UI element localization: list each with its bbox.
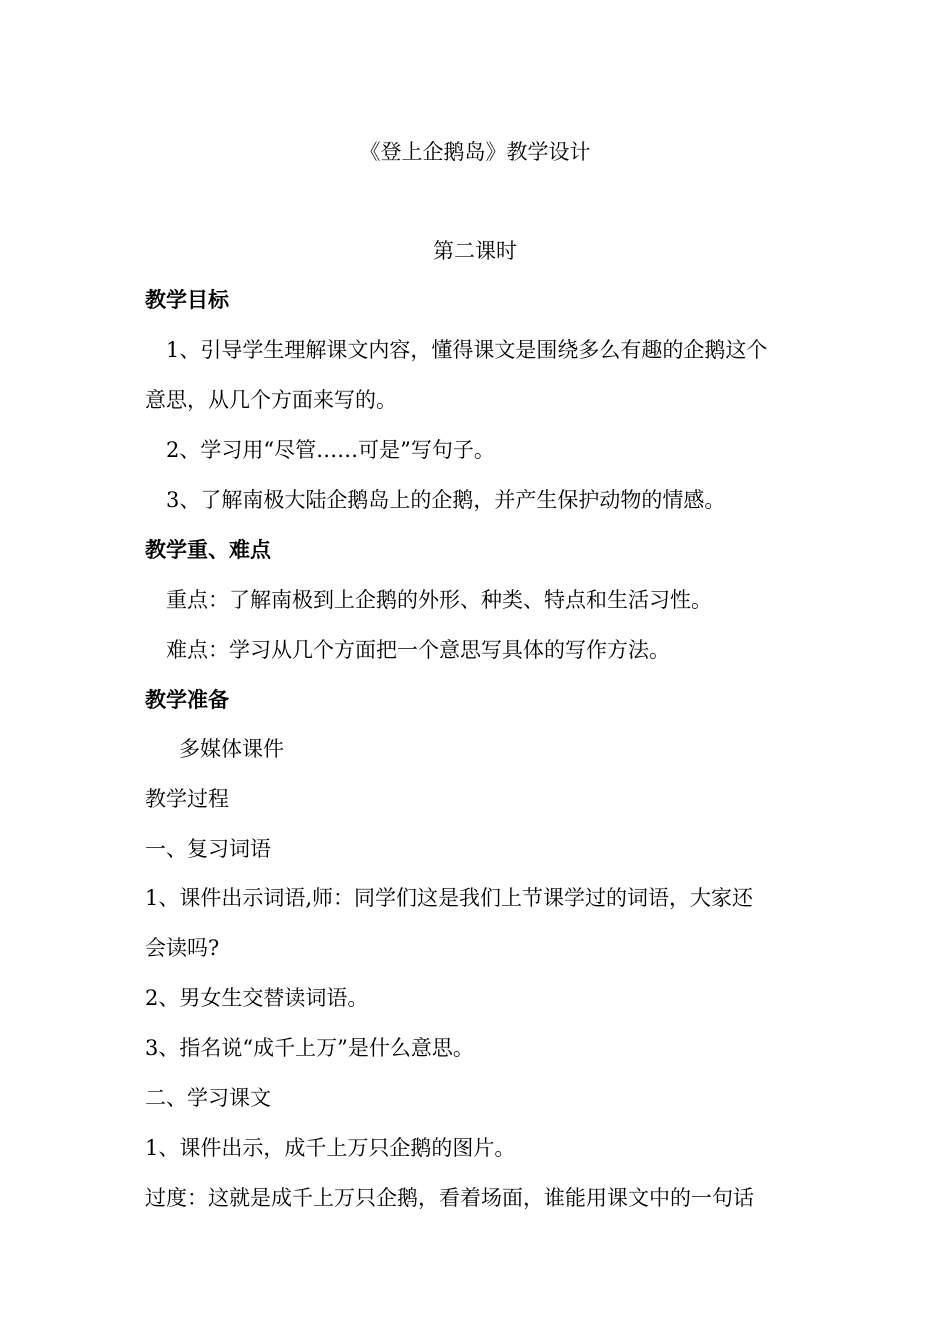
prep-item: 多媒体课件 — [179, 737, 284, 761]
part-1-heading: 一、复习词语 — [145, 837, 271, 861]
part-2-step-1: 1、课件出示，成千上万只企鹅的图片。 — [145, 1136, 516, 1160]
objective-1-line-1: 1、引导学生理解课文内容，懂得课文是围绕多么有趣的企鹅这个 — [166, 338, 768, 362]
part-1-step-1-line-2: 会读吗? — [145, 936, 220, 960]
process-heading: 教学过程 — [145, 787, 229, 811]
part-1-step-3: 3、指名说“成千上万”是什么意思。 — [145, 1036, 474, 1060]
objective-2: 2、学习用“尽管……可是”写句子。 — [166, 438, 495, 462]
focus-difficulty: 难点：学习从几个方面把一个意思写具体的写作方法。 — [166, 638, 670, 662]
document-subtitle: 第二课时 — [433, 239, 517, 263]
part-2-heading: 二、学习课文 — [145, 1086, 271, 1110]
part-1-step-2: 2、男女生交替读词语。 — [145, 986, 369, 1010]
document-title: 《登上企鹅岛》教学设计 — [359, 140, 591, 164]
part-1-step-1-line-1: 1、课件出示词语,师：同学们这是我们上节课学过的词语，大家还 — [145, 886, 754, 910]
focus-key: 重点：了解南极到上企鹅的外形、种类、特点和生活习性。 — [166, 588, 712, 612]
prep-heading: 教学准备 — [145, 688, 229, 712]
focus-heading: 教学重、难点 — [145, 538, 271, 562]
objectives-heading: 教学目标 — [145, 288, 229, 312]
objective-3: 3、了解南极大陆企鹅岛上的企鹅，并产生保护动物的情感。 — [166, 488, 726, 512]
transition-text: 过度：这就是成千上万只企鹅，看着场面，谁能用课文中的一句话 — [145, 1186, 754, 1210]
objective-1-line-2: 意思，从几个方面来写的。 — [145, 388, 397, 412]
